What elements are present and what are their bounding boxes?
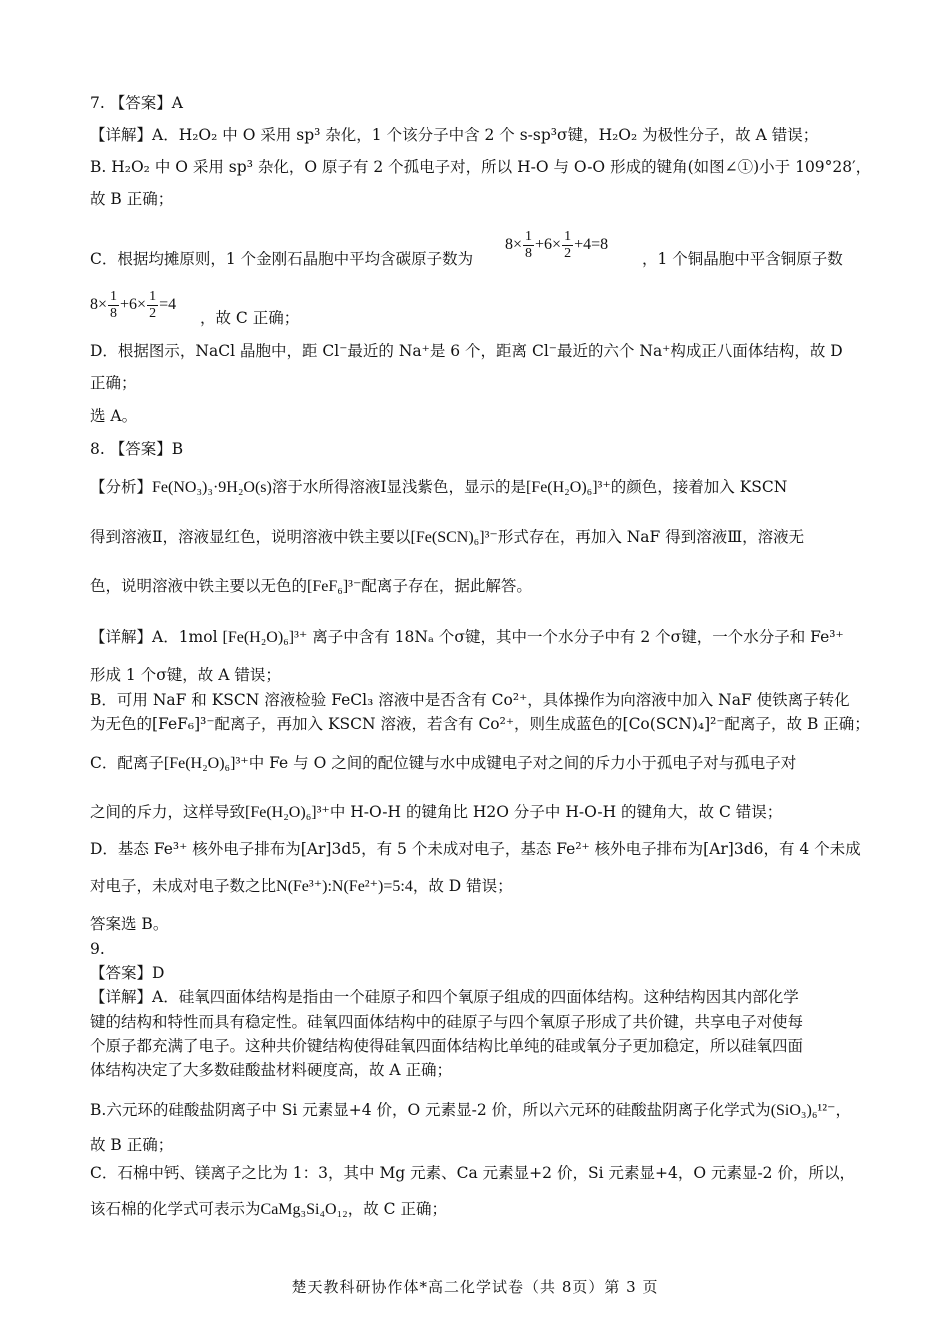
- q8-d-text-a: 对电子，未成对电子数之比: [90, 877, 277, 895]
- q8-analysis2-text-b: 形式存在，再加入 NaF 得到溶液Ⅲ，溶液无: [497, 528, 805, 546]
- q8-analysis-label: 【分析】: [90, 478, 153, 496]
- q8-analysis-text-c: 的颜色，接着加入 KSCN: [610, 478, 788, 496]
- q9-b-formula: (SiO₃)₆¹²⁻: [770, 1102, 836, 1119]
- q9-c-text-a: 该石棉的化学式可表示为: [90, 1200, 261, 1218]
- q8-c2-text-a: 之间的斥力，这样导致: [90, 803, 246, 821]
- q8-analysis2-text-a: 得到溶液Ⅱ，溶液显红色，说明溶液中铁主要以: [90, 528, 411, 546]
- q7-detail-a: 【详解】A．H₂O₂ 中 O 采用 sp³ 杂化，1 个该分子中含 2 个 s-sp³σ键，H₂O₂ 为极性分子，故 A 错误；: [90, 126, 819, 144]
- q7-conclusion: 选 A。: [90, 407, 138, 425]
- q8-analysis-line2: [90, 526, 804, 549]
- q8-answer: 8. 【答案】B: [90, 440, 184, 458]
- q8-detail-text-b: 离子中含有 18Nₐ 个σ键，其中一个水分子中有 2 个σ键，一个水分子和 Fe³⁺: [312, 628, 844, 646]
- q8-option-c-line2: [90, 801, 782, 824]
- q9-option-c-line1: C．石棉中钙、镁离子之比为 1：3，其中 Mg 元素、Ca 元素显+2 价，Si 元素显+4，O 元素显-2 价，所以，: [90, 1164, 855, 1182]
- q9-b-text-a: B.六元环的硅酸盐阴离子中 Si 元素显+4 价，O 元素显-2 价，所以六元环的硅酸盐阴离子化学式为: [90, 1101, 771, 1119]
- q8-analysis-line1: [90, 476, 787, 499]
- q8-option-d-line1: D．基态 Fe³⁺ 核外电子排布为[Ar]3d5，有 5 个未成对电子，基态 Fe²⁺ 核外电子排布为[Ar]3d6，有 4 个未成: [90, 840, 861, 858]
- q7-c-formula-copper: 8× $\frac{1}{8}$ +6× $\frac{1}{2}$ =4: [90, 289, 177, 321]
- q8-formula-fef6: [FeF₆]³⁻: [307, 578, 362, 595]
- q9-number: 9.: [90, 940, 105, 958]
- q8-d-text-b: ，故 D 错误；: [412, 877, 513, 895]
- q9-detail-a-line4: 体结构决定了大多数硅酸盐材料硬度高，故 A 正确；: [90, 1061, 453, 1079]
- q8-detail-text-a: 【详解】A．1mol: [90, 628, 218, 646]
- q7-answer: 7. 【答案】A: [90, 94, 183, 112]
- q7-c-line2-tail: ，故 C 正确；: [200, 309, 300, 327]
- q8-detail-formula: [Fe(H₂O)₆]³⁺: [222, 629, 308, 646]
- q9-c-text-b: ，故 C 正确；: [347, 1200, 447, 1218]
- q8-formula-fe-scn: [Fe(SCN)₆]³⁻: [410, 529, 498, 546]
- q8-formula-fe-h2o: [Fe(H₂O)₆]³⁺: [525, 479, 611, 496]
- page-footer: 楚天教科研协作体*高二化学试卷（共 8页）第 3 页: [291, 1278, 659, 1296]
- q7-option-d-line1: D．根据图示，NaCl 晶胞中，距 Cl⁻最近的 Na⁺是 6 个，距离 Cl⁻最近的六个 Na⁺构成正八面体结构，故 D: [90, 342, 843, 360]
- q8-analysis3-text-a: 色，说明溶液中铁主要以无色的: [90, 577, 308, 595]
- q9-option-b-line2: 故 B 正确；: [90, 1136, 174, 1154]
- q7-c-text-b: ，1 个铜晶胞中平含铜原子数: [642, 250, 843, 268]
- q8-detail-line1: [90, 626, 844, 649]
- q8-d-formula: N(Fe³⁺):N(Fe²⁺)=5:4: [276, 878, 413, 895]
- q7-option-d-line2: 正确；: [90, 374, 137, 392]
- q8-option-b-line2: 为无色的[FeF₆]³⁻配离子，再加入 KSCN 溶液，若含有 Co²⁺，则生成蓝色的[Co(SCN)₄]²⁻配离子，故 B 正确；: [90, 715, 870, 733]
- q7-c-text-a: C．根据均摊原则，1 个金刚石晶胞中平均含碳原子数为: [90, 250, 474, 268]
- q8-c2-text-b: 中 H-O-H 的键角比 H2O 分子中 H-O-H 的键角大，故 C 错误；: [329, 803, 783, 821]
- q8-c-text-b: 中 Fe 与 O 之间的配位键与水中成键电子对之间的斥力小于孤电子对与孤电子对: [248, 754, 797, 772]
- q8-formula-fe-nitrate: Fe(NO₃)₃·9H₂O(s): [152, 479, 272, 496]
- q8-analysis-line3: [90, 575, 532, 598]
- q9-option-b-line1: [90, 1099, 851, 1122]
- q7-option-b-line2: 故 B 正确；: [90, 190, 174, 208]
- q9-option-c-line2: [90, 1198, 447, 1221]
- q8-option-c-line1: [90, 752, 796, 775]
- q8-analysis3-text-b: 配离子存在，据此解答。: [361, 577, 532, 595]
- q8-option-b-line1: B．可用 NaF 和 KSCN 溶液检验 FeCl₃ 溶液中是否含有 Co²⁺，具体操作为向溶液中加入 NaF 使铁离子转化: [90, 691, 850, 709]
- q9-b-text-b: ，: [835, 1101, 851, 1119]
- q8-detail-line2: 形成 1 个σ键，故 A 错误；: [90, 666, 281, 684]
- q8-c-text-a: C．配离子: [90, 754, 164, 772]
- q9-detail-a-line3: 个原子都充满了电子。这种共价键结构使得硅氧四面体结构比单纯的硅或氧分子更加稳定，所以硅氧四面: [90, 1037, 804, 1055]
- q8-option-d-line2: [90, 875, 513, 898]
- q9-answer: 【答案】D: [90, 964, 165, 982]
- q9-detail-a-line2: 键的结构和特性而具有稳定性。硅氧四面体结构中的硅原子与四个氧原子形成了共价键，共享电子对使每: [90, 1013, 804, 1031]
- q8-analysis-text-b: 溶于水所得溶液Ⅰ显浅紫色，显示的是: [271, 478, 526, 496]
- q7-c-formula-diamond: 8× $\frac{1}{8}$ +6× $\frac{1}{2}$ +4=8: [505, 229, 609, 261]
- q8-conclusion: 答案选 B。: [90, 915, 169, 933]
- q9-c-formula: CaMg₃Si₄O₁₂: [260, 1201, 348, 1218]
- q7-option-b-line1: B. H₂O₂ 中 O 采用 sp³ 杂化，O 原子有 2 个孤电子对，所以 H-O 与 O-O 形成的键角(如图∠①)小于 109°28′，: [90, 158, 872, 176]
- q8-c-formula1: [Fe(H₂O)₆]³⁺: [163, 755, 249, 772]
- q7-option-c-line1: [90, 248, 473, 270]
- q8-c-formula2: [Fe(H₂O)₆]³⁺: [245, 804, 330, 821]
- q9-detail-a-line1: 【详解】A．硅氧四面体结构是指由一个硅原子和四个氧原子组成的四面体结构。这种结构因其内部化学: [90, 988, 799, 1006]
